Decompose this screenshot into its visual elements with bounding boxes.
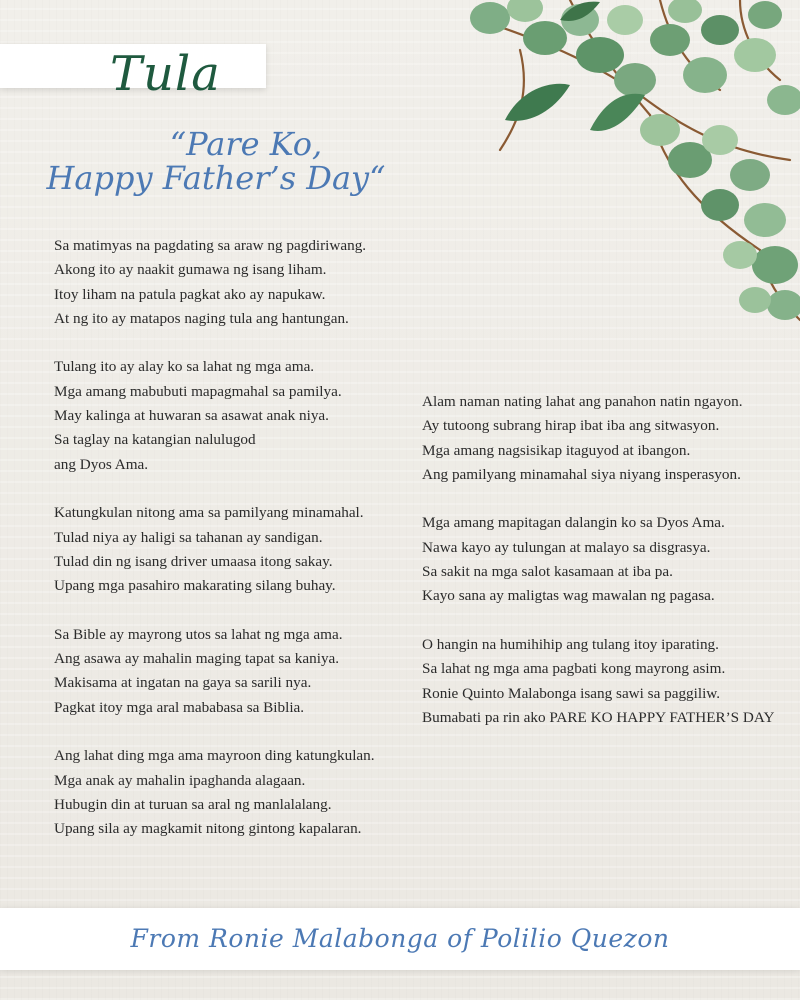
title-banner [0, 44, 266, 102]
poem-line: Ang pamilyang minamahal siya niyang insperasyon. [422, 465, 741, 483]
poem-line: May kalinga at huwaran sa asawat anak niya. [54, 407, 329, 425]
author-credit: From Ronie Malabonga of Polilio Quezon [130, 924, 670, 953]
stanza [54, 501, 399, 598]
poem-line: Itoy liham na patula pagkat ako ay napukaw. [54, 285, 326, 303]
poem-line: Nawa kayo ay tulungan at malayo sa disgrasya. [422, 538, 711, 556]
poem-line: Sa taglay na katangian nalulugod [54, 431, 256, 449]
poem-line: Sa matimyas na pagdating sa araw ng pagdiriwang. [54, 237, 367, 254]
poem-title-line-2: Happy Father’s Day“ [46, 158, 386, 197]
poem-line: Katungkulan nitong ama sa pamilyang minamahal. [54, 504, 364, 522]
poem-title-line-1: “Pare Ko, [169, 125, 323, 163]
poem-line: Tulang ito ay alay ko sa lahat ng mga ama. [54, 358, 315, 376]
poem-line: Sa Bible ay mayrong utos sa lahat ng mga ama. [54, 625, 343, 643]
poem-line: Tulad niya ay haligi sa tahanan ay sandigan. [54, 528, 323, 546]
stanza [54, 355, 399, 476]
poem-line: Hubugin din at turuan sa aral ng manlalalang. [54, 795, 332, 813]
poem-line: Ang asawa ay mahalin maging tapat sa kaniya. [54, 650, 340, 668]
poem-line: Mga anak ay mahalin ipaghanda alagaan. [54, 771, 306, 789]
poem-line: Alam naman nating lahat ang panahon natin ngayon. [422, 393, 743, 410]
stanza [54, 234, 399, 331]
poem-line: Bumabati pa rin ako PARE KO HAPPY FATHER’S DAY [422, 708, 775, 726]
poem-line: Kayo sana ay maligtas wag mawalan ng pagasa. [422, 587, 715, 605]
poem-line: Ay tutoong subrang hirap ibat iba ang sitwasyon. [422, 417, 720, 435]
poem-line: ang Dyos Ama. [54, 455, 149, 473]
poem-title [36, 125, 396, 197]
poem-line: Upang mga pasahiro makarating silang buhay. [54, 577, 336, 595]
eucalyptus-leaves-decoration [420, 0, 800, 360]
stanza [422, 511, 782, 608]
poem-line: Mga amang nagsisikap itaguyod at ibangon. [422, 441, 691, 459]
poem-right-column [422, 390, 782, 754]
poem-line: Mga amang mapitagan dalangin ko sa Dyos Ama. [422, 514, 725, 532]
poem-line: O hangin na humihihip ang tulang itoy iparating. [422, 635, 719, 653]
poem-line: Sa sakit na mga salot kasamaan at iba pa. [422, 563, 673, 581]
poem-line: Upang sila ay magkamit nitong gintong kapalaran. [54, 820, 362, 838]
page-title: Tula [110, 46, 221, 102]
stanza [54, 623, 399, 720]
stanza [422, 633, 782, 730]
poem-line: Tulad din ng isang driver umaasa itong sakay. [54, 552, 333, 570]
poem-line: Mga amang mabubuti mapagmahal sa pamilya. [54, 382, 342, 400]
poem-line: Sa lahat ng mga ama pagbati kong mayrong asim. [422, 660, 726, 678]
poem-line: Makisama at ingatan na gaya sa sarili nya. [54, 674, 312, 692]
stanza [422, 390, 782, 487]
poem-line: Pagkat itoy mga aral mababasa sa Biblia. [54, 698, 305, 716]
poem-line: Ronie Quinto Malabonga isang sawi sa paggiliw. [422, 684, 721, 702]
poem-left-column [54, 234, 399, 866]
poem-line: Ang lahat ding mga ama mayroon ding katungkulan. [54, 747, 375, 765]
poem-line: Akong ito ay naakit gumawa ng isang liham. [54, 261, 327, 279]
stanza [54, 744, 399, 841]
poem-line: At ng ito ay matapos naging tula ang hantungan. [54, 309, 349, 327]
footer-banner [0, 908, 800, 970]
